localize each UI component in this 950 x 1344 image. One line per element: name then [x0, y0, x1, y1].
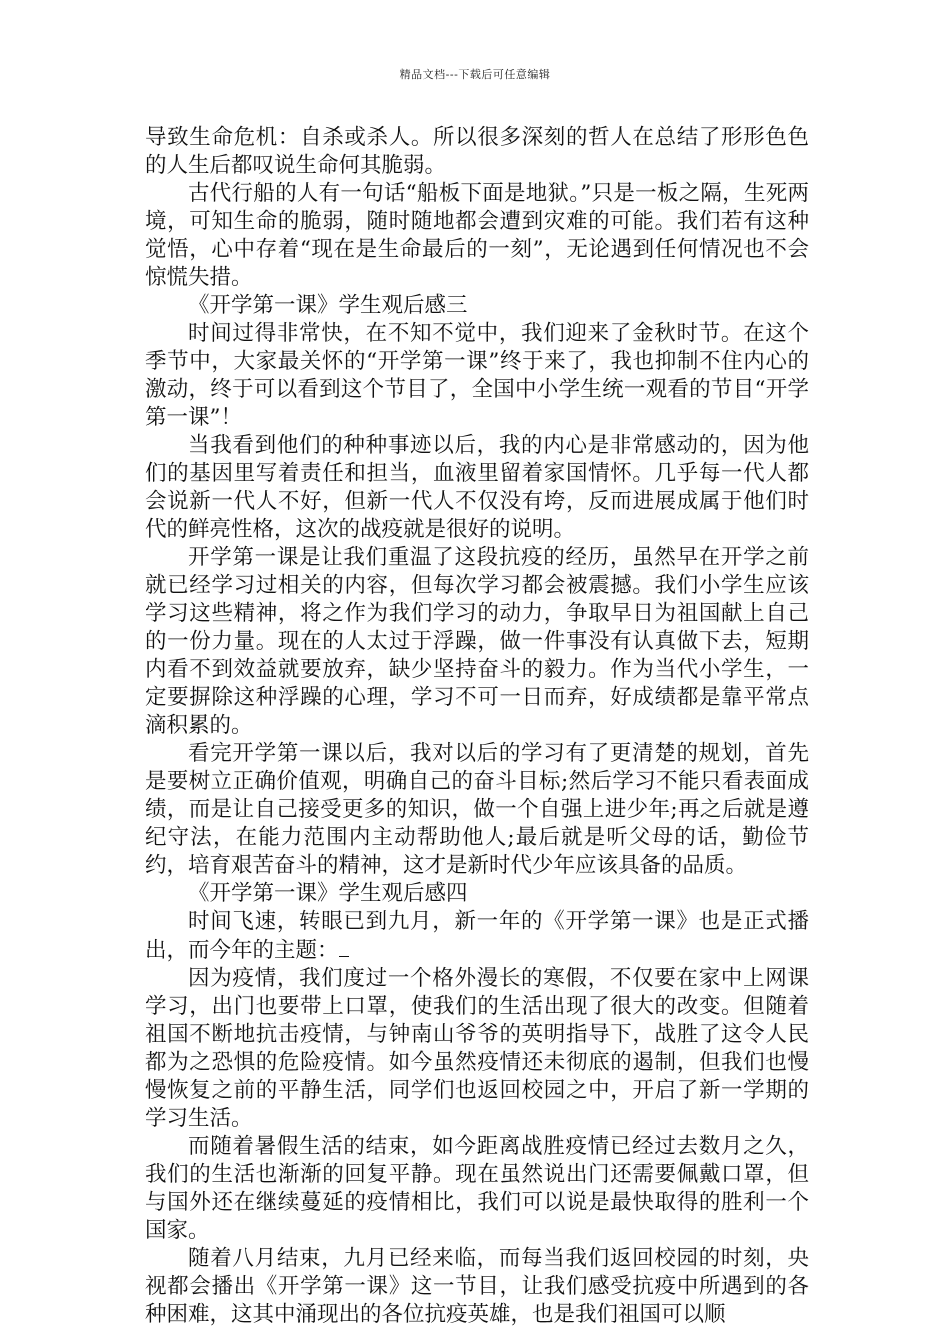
paragraph-text: 时间飞速，转眼已到九月，新一年的《开学第一课》也是正式播出，而今年的主题：	[145, 909, 809, 963]
blank-underline	[339, 936, 349, 957]
paragraph: 而随着暑假生活的结束，如今距离战胜疫情已经过去数月之久，我们的生活也渐渐的回复平静。现在虽然说出门还需要佩戴口罩，但与国外还在继续蔓延的疫情相比，我们可以说是最快取得的胜利一个国家。	[145, 1134, 809, 1243]
paragraph: 因为疫情，我们度过一个格外漫长的寒假，不仅要在家中上网课学习，出门也要带上口罩，使我们的生活出现了很大的改变。但随着祖国不断地抗击疫情，与钟南山爷爷的英明指导下，战胜了这令人民都为之恐惧的危险疫情。如今虽然疫情还未彻底的遏制，但我们也慢慢恢复之前的平静生活，同学们也返回校园之中，开启了新一学期的学习生活。	[145, 966, 809, 1131]
paragraph: 开学第一课是让我们重温了这段抗疫的经历，虽然早在开学之前就已经学习过相关的内容，但每次学习都会被震撼。我们小学生应该学习这些精神，将之作为我们学习的动力，争取早日为祖国献上自己的一份力量。现在的人太过于浮躁，做一件事没有认真做下去，短期内看不到效益就要放弃，缺少坚持奋斗的毅力。作为当代小学生，一定要摒除这种浮躁的心理，学习不可一日而弃，好成绩都是靠平常点滴积累的。	[145, 545, 809, 738]
paragraph: 看完开学第一课以后，我对以后的学习有了更清楚的规划，首先是要树立正确价值观，明确自己的奋斗目标;然后学习不能只看表面成绩，而是让自己接受更多的知识，做一个自强上进少年;再之后就是遵纪守法，在能力范围内主动帮助他人;最后就是听父母的话，勤俭节约，培育艰苦奋斗的精神，这才是新时代少年应该具备的品质。	[145, 741, 809, 878]
section-title: 《开学第一课》学生观后感四	[188, 881, 468, 906]
paragraph: 古代行船的人有一句话“船板下面是地狱。”只是一板之隔，生死两境，可知生命的脆弱，随时随地都会遭到灾难的可能。我们若有这种觉悟，心中存着“现在是生命最后的一刻”，无论遇到任何情况也不会惊慌失措。	[145, 181, 809, 290]
paragraph: 时间过得非常快，在不知不觉中，我们迎来了金秋时节。在这个季节中，大家最关怀的“开学第一课”终于来了，我也抑制不住内心的激动，终于可以看到这个节目了，全国中小学生统一观看的节目“开学第一课”！	[145, 321, 809, 430]
section-title: 《开学第一课》学生观后感三	[188, 293, 468, 318]
paragraph: 随着八月结束，九月已经来临，而每当我们返回校园的时刻，央视都会播出《开学第一课》这一节目，让我们感受抗疫中所遇到的各种困难，这其中涌现出的各位抗疫英雄，也是我们祖国可以顺	[145, 1246, 809, 1327]
paragraph: 当我看到他们的种种事迹以后，我的内心是非常感动的，因为他们的基因里写着责任和担当，血液里留着家国情怀。几乎每一代人都会说新一代人不好，但新一代人不仅没有垮，反而进展成属于他们时代的鲜亮性格，这次的战疫就是很好的说明。	[145, 433, 809, 542]
document-body	[145, 124, 809, 1329]
page-header: 精品文档---下载后可任意编辑	[399, 68, 551, 81]
paragraph: 导致生命危机：自杀或杀人。所以很多深刻的哲人在总结了形形色色的人生后都叹说生命何其脆弱。	[145, 125, 809, 178]
paragraph-with-blank	[145, 908, 809, 965]
